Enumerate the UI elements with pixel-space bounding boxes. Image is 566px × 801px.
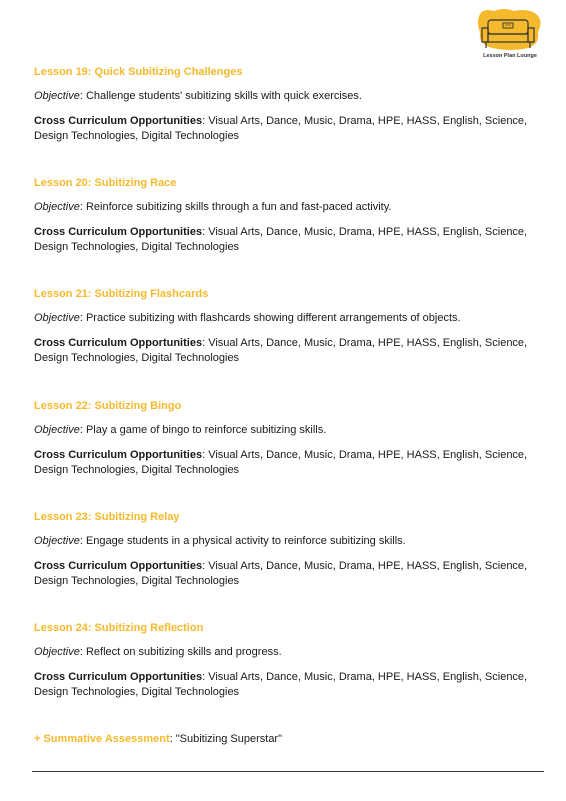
objective-label: Objective [34, 423, 80, 436]
lesson-cross-curriculum [34, 114, 544, 144]
cross-curriculum-text: : Visual Arts, Dance, Music, Drama, HPE, HASS, English, Science, Design Technologies, Digital Technologies [34, 670, 528, 698]
objective-label: Objective [34, 90, 80, 102]
lesson-cross-curriculum [34, 448, 544, 478]
lesson-objective [34, 201, 544, 214]
objective-text: : Reflect on subitizing skills and progress. [79, 645, 282, 658]
cross-curriculum-text: : Visual Arts, Dance, Music, Drama, HPE, HASS, English, Science, Design Technologies, Digital Technologies [34, 115, 528, 142]
lesson-objective [34, 424, 544, 437]
footer-divider [32, 771, 544, 772]
lesson-item [34, 66, 544, 177]
cross-curriculum-label: Cross Curriculum Opportunities [34, 670, 203, 683]
cross-curriculum-label: Cross Curriculum Opportunities [34, 559, 203, 572]
lesson-objective [34, 646, 544, 659]
lesson-item [34, 622, 544, 733]
summative-assessment-text: : "Subitizing Superstar" [169, 733, 283, 745]
lesson-cross-curriculum [34, 336, 544, 366]
objective-text: : Play a game of bingo to reinforce subitizing skills. [79, 423, 327, 436]
cross-curriculum-text: : Visual Arts, Dance, Music, Drama, HPE, HASS, English, Science, Design Technologies, Digital Technologies [34, 226, 528, 254]
lesson-objective [34, 90, 544, 103]
cross-curriculum-label: Cross Curriculum Opportunities [34, 337, 203, 350]
objective-label: Objective [34, 534, 80, 547]
summative-assessment-label: + Summative Assessment [34, 733, 170, 745]
cross-curriculum-text: : Visual Arts, Dance, Music, Drama, HPE, HASS, English, Science, Design Technologies, Digital Technologies [34, 337, 528, 365]
lesson-title: Lesson 23: Subitizing Relay [34, 510, 180, 523]
lesson-title: Lesson 22: Subitizing Bingo [34, 399, 182, 412]
cross-curriculum-label: Cross Curriculum Opportunities [34, 115, 203, 127]
objective-text: : Engage students in a physical activity to reinforce subitizing skills. [79, 534, 406, 547]
armchair-icon [474, 8, 546, 54]
lesson-item [34, 511, 544, 622]
cross-curriculum-text: : Visual Arts, Dance, Music, Drama, HPE, HASS, English, Science, Design Technologies, Digital Technologies [34, 559, 528, 587]
lesson-objective [34, 312, 544, 325]
cross-curriculum-label: Cross Curriculum Opportunities [34, 226, 203, 239]
lessons-list [34, 66, 544, 733]
lesson-cross-curriculum [34, 670, 544, 700]
lesson-title: Lesson 20: Subitizing Race [34, 177, 177, 190]
lesson-title: Lesson 19: Quick Subitizing Challenges [34, 66, 243, 78]
lesson-title: Lesson 24: Subitizing Reflection [34, 621, 204, 634]
lesson-item [34, 288, 544, 399]
cross-curriculum-text: : Visual Arts, Dance, Music, Drama, HPE, HASS, English, Science, Design Technologies, Digital Technologies [34, 448, 528, 476]
objective-label: Objective [34, 201, 80, 214]
lesson-title: Lesson 21: Subitizing Flashcards [34, 288, 209, 301]
lesson-cross-curriculum [34, 559, 544, 589]
cross-curriculum-label: Cross Curriculum Opportunities [34, 448, 203, 461]
objective-label: Objective [34, 312, 80, 325]
summative-assessment [34, 733, 282, 746]
objective-label: Objective [34, 645, 80, 658]
lesson-item [34, 177, 544, 288]
objective-text: : Challenge students' subitizing skills with quick exercises. [79, 90, 362, 102]
objective-text: : Reinforce subitizing skills through a fun and fast-paced activity. [79, 201, 392, 214]
lesson-plan-lounge-logo [474, 8, 546, 64]
lesson-item [34, 400, 544, 511]
lesson-cross-curriculum [34, 225, 544, 255]
objective-text: : Practice subitizing with flashcards showing different arrangements of objects. [79, 312, 461, 325]
lesson-objective [34, 535, 544, 548]
logo-text: Lesson Plan Lounge [483, 53, 537, 59]
